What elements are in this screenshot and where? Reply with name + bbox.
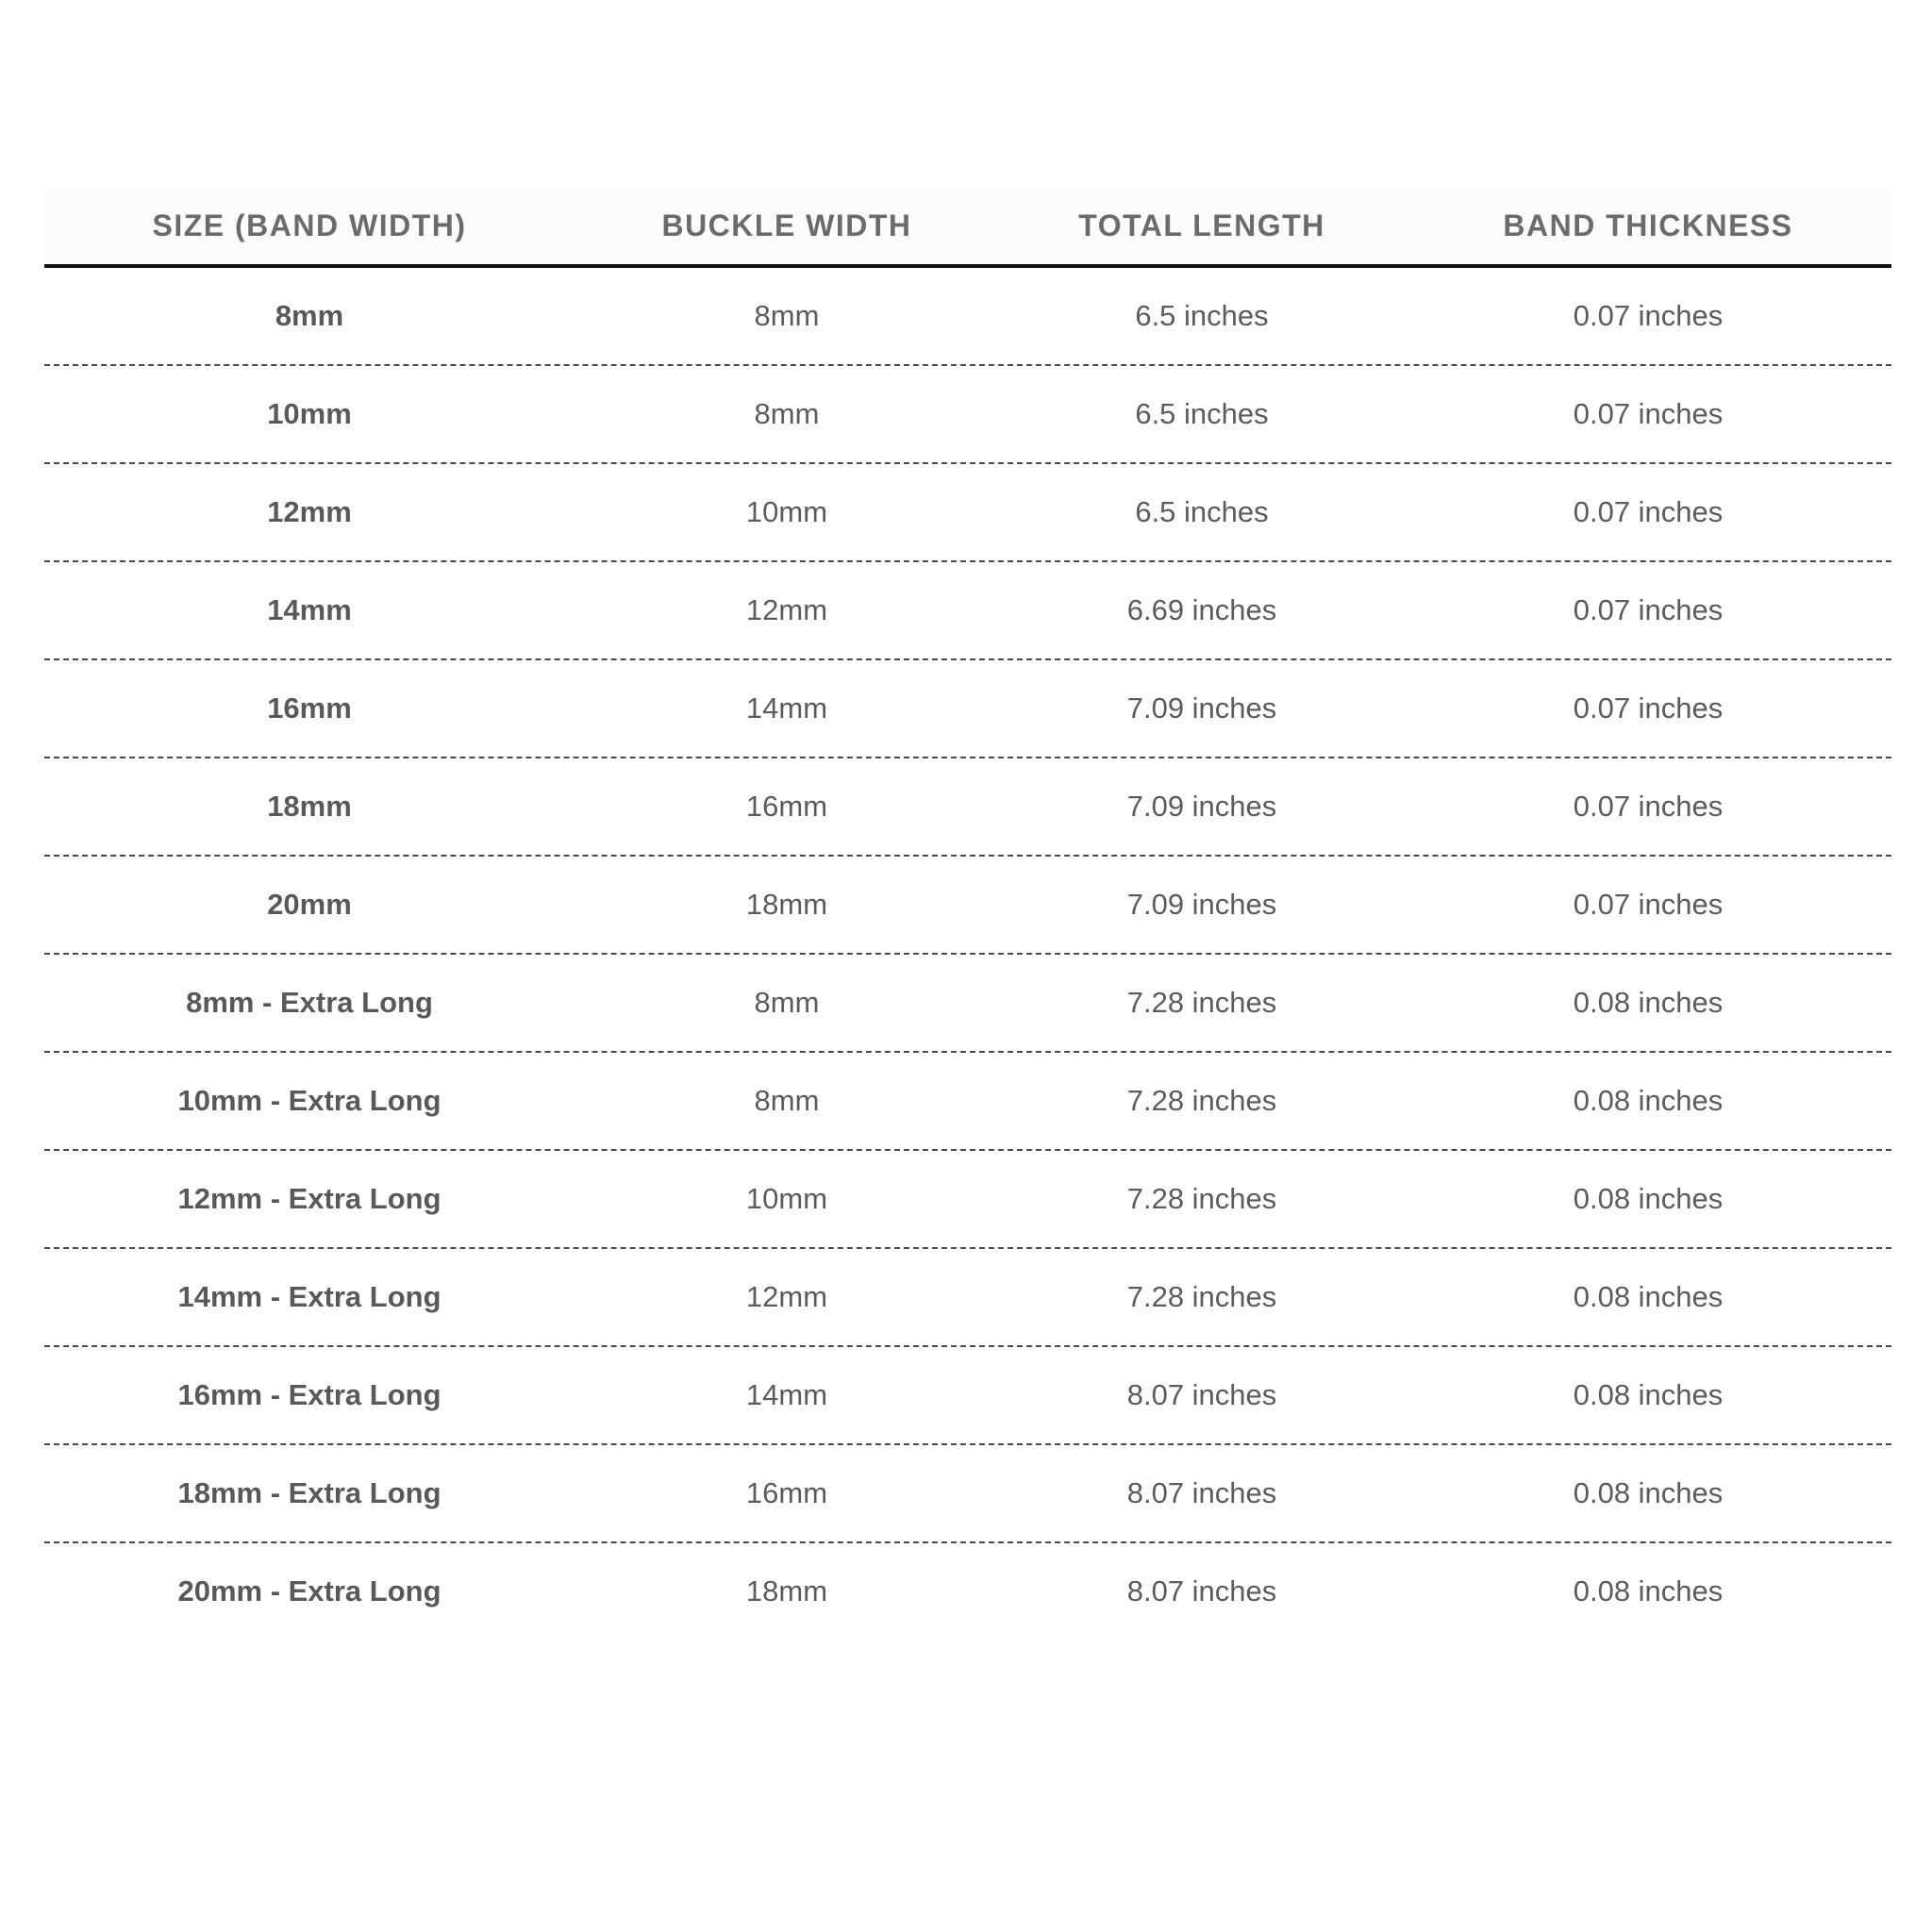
cell-size: 18mm — [267, 790, 352, 823]
cell-buckle-width: 18mm — [745, 888, 828, 921]
table-row — [44, 366, 1891, 464]
cell-buckle-width: 8mm — [754, 1084, 820, 1117]
cell-size: 20mm - Extra Long — [177, 1574, 441, 1607]
cell-band-thickness: 0.08 inches — [1573, 1280, 1724, 1313]
cell-size: 10mm — [267, 397, 352, 430]
cell-total-length: 7.28 inches — [1126, 1280, 1277, 1313]
cell-band-thickness: 0.07 inches — [1573, 593, 1724, 626]
cell-buckle-width: 16mm — [745, 790, 828, 823]
cell-buckle-width: 12mm — [745, 593, 828, 626]
cell-buckle-width: 8mm — [754, 299, 820, 332]
cell-size: 16mm - Extra Long — [177, 1378, 441, 1411]
cell-total-length: 6.69 inches — [1126, 593, 1277, 626]
cell-total-length: 6.5 inches — [1135, 299, 1269, 332]
cell-band-thickness: 0.07 inches — [1573, 397, 1724, 430]
table-row — [44, 857, 1891, 955]
cell-total-length: 7.28 inches — [1126, 1182, 1277, 1215]
table-row — [44, 955, 1891, 1053]
cell-total-length: 7.09 inches — [1126, 888, 1277, 921]
cell-size: 8mm - Extra Long — [186, 986, 433, 1019]
cell-size: 10mm - Extra Long — [177, 1084, 441, 1117]
cell-total-length: 7.09 inches — [1126, 691, 1277, 724]
header-band-thickness: BAND THICKNESS — [1503, 208, 1793, 242]
cell-buckle-width: 14mm — [745, 691, 828, 724]
cell-total-length: 7.28 inches — [1126, 1084, 1277, 1117]
header-buckle-width: BUCKLE WIDTH — [661, 208, 912, 242]
cell-size: 20mm — [267, 888, 352, 921]
table-row — [44, 562, 1891, 660]
cell-buckle-width: 18mm — [745, 1574, 828, 1607]
cell-size: 18mm - Extra Long — [177, 1476, 441, 1509]
cell-total-length: 6.5 inches — [1135, 495, 1269, 528]
cell-total-length: 8.07 inches — [1126, 1476, 1277, 1509]
table-row — [44, 268, 1891, 366]
cell-band-thickness: 0.07 inches — [1573, 299, 1724, 332]
cell-band-thickness: 0.07 inches — [1573, 888, 1724, 921]
cell-band-thickness: 0.07 inches — [1573, 790, 1724, 823]
header-total-length: TOTAL LENGTH — [1078, 208, 1325, 242]
table-row — [44, 1053, 1891, 1151]
cell-size: 12mm - Extra Long — [177, 1182, 441, 1215]
cell-buckle-width: 16mm — [745, 1476, 828, 1509]
table-row — [44, 464, 1891, 562]
cell-total-length: 8.07 inches — [1126, 1574, 1277, 1607]
table-row — [44, 1347, 1891, 1445]
cell-band-thickness: 0.08 inches — [1573, 1378, 1724, 1411]
table-header-row — [44, 187, 1891, 268]
table-row — [44, 1543, 1891, 1640]
cell-buckle-width: 8mm — [754, 986, 820, 1019]
size-chart-table — [44, 187, 1891, 1640]
cell-band-thickness: 0.08 inches — [1573, 1574, 1724, 1607]
table-row — [44, 660, 1891, 758]
cell-total-length: 7.28 inches — [1126, 986, 1277, 1019]
cell-size: 8mm — [275, 299, 344, 332]
cell-size: 14mm — [267, 593, 352, 626]
cell-total-length: 7.09 inches — [1126, 790, 1277, 823]
cell-total-length: 8.07 inches — [1126, 1378, 1277, 1411]
cell-buckle-width: 14mm — [745, 1378, 828, 1411]
cell-total-length: 6.5 inches — [1135, 397, 1269, 430]
cell-buckle-width: 10mm — [745, 495, 828, 528]
table-row — [44, 758, 1891, 857]
table-row — [44, 1445, 1891, 1543]
cell-size: 12mm — [267, 495, 352, 528]
cell-band-thickness: 0.08 inches — [1573, 1182, 1724, 1215]
cell-band-thickness: 0.08 inches — [1573, 986, 1724, 1019]
cell-band-thickness: 0.08 inches — [1573, 1084, 1724, 1117]
table-row — [44, 1151, 1891, 1249]
cell-band-thickness: 0.08 inches — [1573, 1476, 1724, 1509]
cell-size: 14mm - Extra Long — [177, 1280, 441, 1313]
cell-size: 16mm — [267, 691, 352, 724]
cell-buckle-width: 8mm — [754, 397, 820, 430]
cell-buckle-width: 10mm — [745, 1182, 828, 1215]
table-row — [44, 1249, 1891, 1347]
header-size-band-width: SIZE (BAND WIDTH) — [152, 208, 467, 242]
cell-band-thickness: 0.07 inches — [1573, 691, 1724, 724]
cell-buckle-width: 12mm — [745, 1280, 828, 1313]
cell-band-thickness: 0.07 inches — [1573, 495, 1724, 528]
